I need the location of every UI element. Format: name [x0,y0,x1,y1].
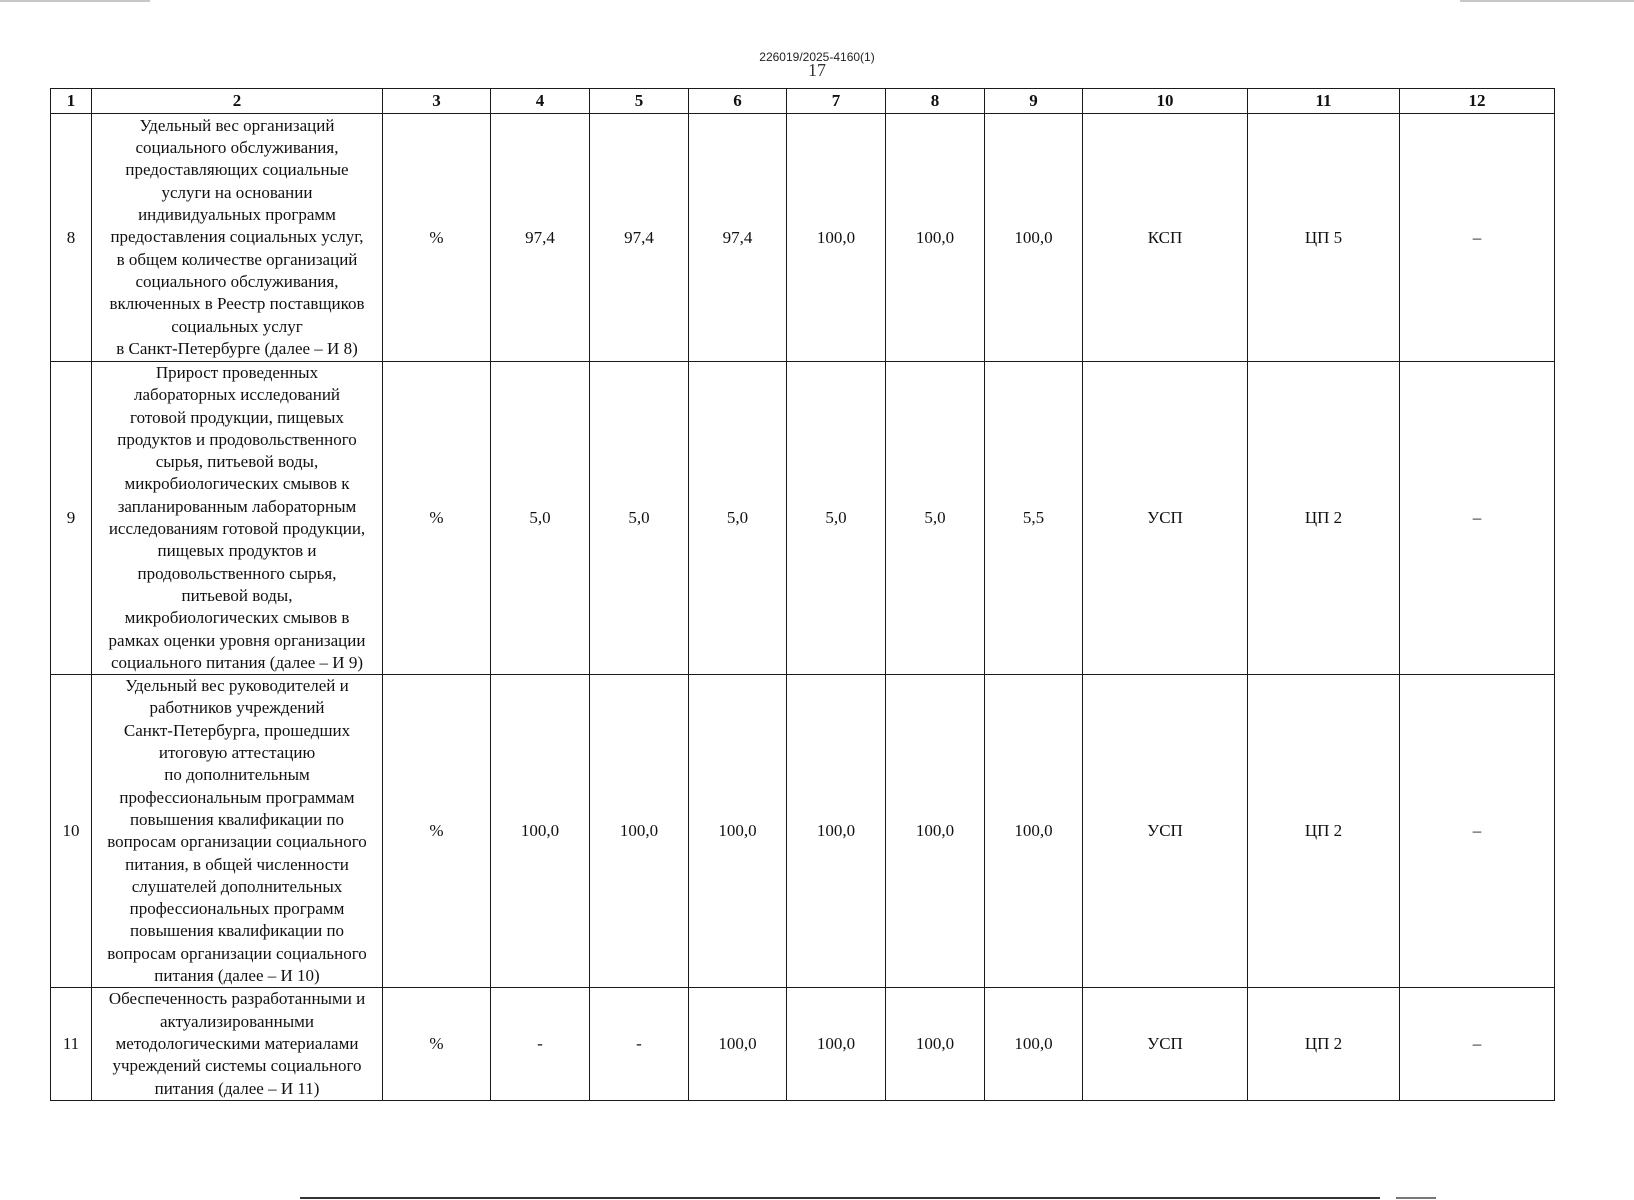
value-cell: - [491,988,590,1100]
description-line: повышения квалификации по [129,809,345,829]
column-header: 4 [491,89,590,114]
indicator-description [92,988,383,1100]
goal-cell: ЦП 2 [1248,675,1400,988]
value-cell: 100,0 [985,988,1083,1100]
column-header: 7 [787,89,886,114]
table-row [51,362,1555,675]
value-cell: 100,0 [787,114,886,362]
value-cell: 5,0 [590,362,689,675]
page-number: 17 [808,60,826,80]
value-cell: - [590,988,689,1100]
goal-cell: ЦП 2 [1248,988,1400,1100]
description-line: социальных услуг [171,316,303,336]
unit-cell: % [383,675,491,988]
description-line: предоставляющих социальные [125,160,349,180]
description-line: включенных в Реестр поставщиков [109,294,365,314]
description-line: учреждений системы социального [112,1056,362,1076]
value-cell: 100,0 [886,675,985,988]
responsible-cell: КСП [1083,114,1248,362]
description-line: микробиологических смывов в [124,608,350,628]
description-line: Обеспеченность разработанными и [108,989,366,1009]
description-line: питания, в общей численности [125,854,349,874]
description-line: пищевых продуктов и [157,541,317,561]
row-number: 8 [51,114,92,362]
description-line: запланированным лабораторным [117,496,357,516]
description-line: социального обслуживания, [135,271,339,291]
description-line: предоставления социальных услуг, [110,227,364,247]
description-line: питания (далее – И 10) [154,966,320,986]
value-cell: 100,0 [689,988,787,1100]
table-header-row [51,89,1555,114]
description-line: работников учреждений [149,698,325,718]
responsible-cell: УСП [1083,988,1248,1100]
description-line: лабораторных исследований [133,385,341,405]
description-line: рамках оценки уровня организации [108,630,366,650]
value-cell: 5,0 [787,362,886,675]
description-line: в Санкт-Петербурге (далее – И 8) [116,338,358,358]
description-line: услуги на основании [161,182,313,202]
description-line: вопросам организации социального [107,943,367,963]
goal-cell: ЦП 5 [1248,114,1400,362]
value-cell: 100,0 [590,675,689,988]
document-registration-number: 226019/2025-4160(1) [759,50,875,64]
row-number: 11 [51,988,92,1100]
responsible-cell: УСП [1083,675,1248,988]
description-line: сырья, питьевой воды, [155,452,319,472]
description-line: Удельный вес организаций [139,115,335,135]
row-number: 10 [51,675,92,988]
responsible-cell: УСП [1083,362,1248,675]
description-line: Удельный вес руководителей и [125,676,349,696]
indicator-description [92,675,383,988]
column-header: 1 [51,89,92,114]
unit-cell: % [383,362,491,675]
description-line: готовой продукции, пищевых [130,407,344,427]
description-line: питьевой воды, [181,585,293,605]
description-line: слушателей дополнительных [131,876,343,896]
description-line: социального обслуживания, [135,138,339,158]
description-line: исследованиям готовой продукции, [108,519,366,539]
table-row [51,675,1555,988]
row-number: 9 [51,362,92,675]
value-cell: 100,0 [491,675,590,988]
column-header: 9 [985,89,1083,114]
description-line: итоговую аттестацию [158,743,316,763]
value-cell: 100,0 [787,988,886,1100]
description-line: профессиональным программам [119,787,355,807]
column-header: 2 [92,89,383,114]
indicator-description [92,362,383,675]
description-line: социального питания (далее – И 9) [111,652,363,672]
column-header: 8 [886,89,985,114]
value-cell: 100,0 [886,114,985,362]
description-line: Прирост проведенных [155,363,319,382]
note-cell: – [1400,362,1555,675]
scan-edge-top-left [0,0,150,2]
column-header: 3 [383,89,491,114]
value-cell: 100,0 [787,675,886,988]
description-line: профессиональных программ [129,899,345,919]
unit-cell: % [383,114,491,362]
goal-cell: ЦП 2 [1248,362,1400,675]
description-line: продуктов и продовольственного [117,429,357,449]
note-cell: – [1400,675,1555,988]
column-header: 6 [689,89,787,114]
note-cell: – [1400,114,1555,362]
scan-artifact-mark [1396,1197,1436,1199]
table-row [51,988,1555,1100]
description-line: по дополнительным [164,765,310,785]
unit-cell: % [383,988,491,1100]
value-cell: 100,0 [985,114,1083,362]
value-cell: 5,5 [985,362,1083,675]
description-line: методологическими материалами [115,1033,359,1053]
description-line: индивидуальных программ [138,205,336,225]
page-bottom-divider [300,1197,1380,1199]
note-cell: – [1400,988,1555,1100]
column-header: 11 [1248,89,1400,114]
description-line: в общем количестве организаций [116,249,358,269]
value-cell: 97,4 [689,114,787,362]
value-cell: 100,0 [689,675,787,988]
description-line: повышения квалификации по [129,921,345,941]
value-cell: 5,0 [689,362,787,675]
table-row [51,114,1555,362]
value-cell: 97,4 [491,114,590,362]
description-line: питания (далее – И 11) [154,1078,320,1098]
value-cell: 100,0 [985,675,1083,988]
description-line: Санкт-Петербурга, прошедших [123,720,351,740]
description-line: вопросам организации социального [107,832,367,852]
value-cell: 100,0 [886,988,985,1100]
value-cell: 5,0 [491,362,590,675]
column-header: 10 [1083,89,1248,114]
description-line: актуализированными [160,1011,314,1031]
indicator-description [92,114,383,362]
scan-edge-top-right [1460,0,1634,2]
column-header: 5 [590,89,689,114]
column-header: 12 [1400,89,1555,114]
indicators-table [50,88,1555,1101]
value-cell: 5,0 [886,362,985,675]
description-line: продовольственного сырья, [137,563,337,583]
value-cell: 97,4 [590,114,689,362]
description-line: микробиологических смывов к [124,474,350,494]
